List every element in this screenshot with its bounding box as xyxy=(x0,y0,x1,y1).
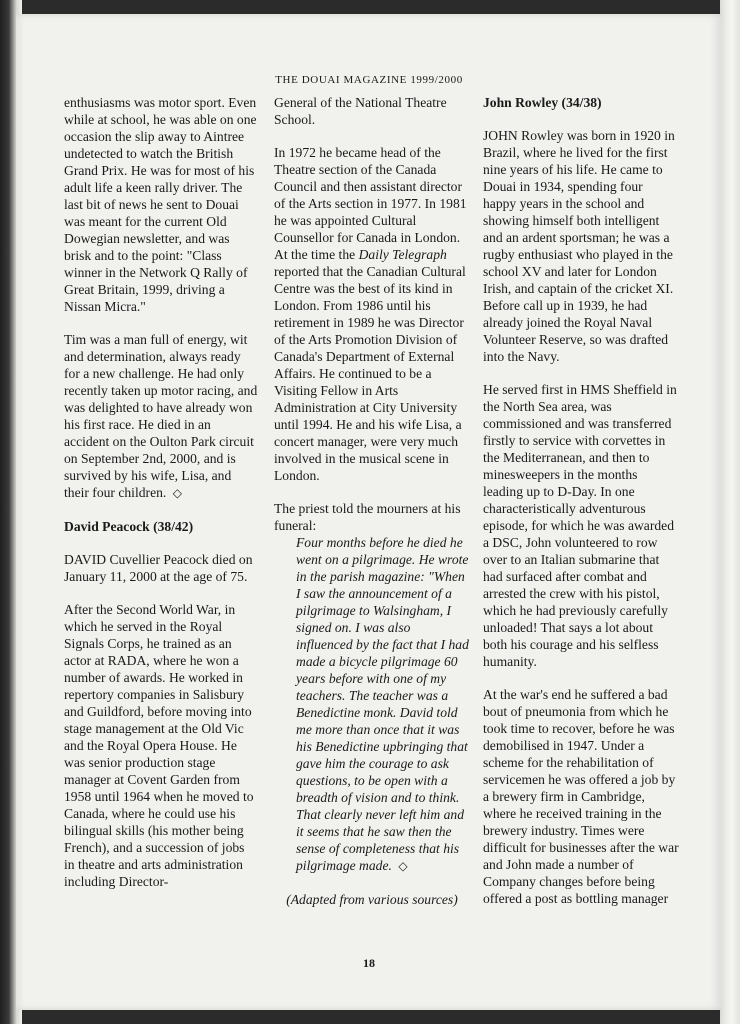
funeral-quote: Four months before he died he went on a pilgrimage. He wrote in the parish magazine: "When I saw the announcement of a pilgrimage to Walsingham, I signed on. I was also influenced by the fact that I had made a bicycle pilgrimage 60 years before with one of my teachers. The teacher was a Benedictine monk. David told me more than once that it was his Benedictine upbringing that gave him the courage to ask questions, to be open with a breadth of vision and to think. That clearly never left him and it seems that he saw then the sense of completeness that his pilgrimage made. ◇ xyxy=(296,535,469,873)
column-1 xyxy=(64,94,258,906)
book-page-edge-right xyxy=(720,0,740,1024)
obituary-peacock-paragraph-2: After the Second World War, in which he served in the Royal Signals Corps, he trained as an actor at RADA, where he won a number of awards. He worked in repertory companies in Salisbury and Guildford, before moving into stage management at the Old Vic and the Royal Opera House. He was senior production stage manager at Covent Garden from 1958 until 1964 when he moved to Canada, where he could use his bilingual skills (his mother being French), and a succession of jobs in theatre and arts administration including Director- xyxy=(64,602,254,889)
obituary-tim-paragraph-1: enthusiasms was motor sport. Even while at school, he was able on one occasion the slip away to Aintree undetected to watch the British Grand Prix. He was for most of his adult life a keen rally driver. The last bit of news he sent to Douai was meant for the current Old Dowegian newsletter, and was brisk and to the point: "Class winner in the Network Q Rally of Great Britain, 1999, driving a Nissan Micra." xyxy=(64,95,257,314)
end-of-article-diamond-icon: ◇ xyxy=(398,859,408,873)
section-heading-david-peacock: David Peacock (38/42) xyxy=(64,519,194,534)
end-of-article-diamond-icon: ◇ xyxy=(172,486,182,500)
column-2 xyxy=(274,94,470,924)
column-3 xyxy=(483,94,679,923)
source-credit: (Adapted from various sources) xyxy=(286,892,458,907)
obituary-tim-paragraph-2: Tim was a man full of energy, wit and determination, always ready for a new challenge. He had only recently taken up motor racing, and was delighted to have already won his first race. He died in an accident on the Oulton Park circuit on September 2nd, 2000, and is survived by his wife, Lisa, and their four children. ◇ xyxy=(64,332,258,500)
newspaper-title: Daily Telegraph xyxy=(358,247,447,262)
obituary-peacock-paragraph-3: General of the National Theatre School. xyxy=(274,95,447,127)
obituary-rowley-paragraph-3: At the war's end he suffered a bad bout of pneumonia from which he took time to recover, before he was demobilised in 1947. Under a scheme for the rehabilitation of servicemen he was offered a job by a brewery firm in Cambridge, where he received training in the brewery industry. Times were difficult for businesses after the war and John made a number of Company changes before being offered a post as bottling manager xyxy=(483,687,679,906)
obituary-peacock-paragraph-1: DAVID Cuvellier Peacock died on January 11, 2000 at the age of 75. xyxy=(64,552,253,584)
obituary-rowley-paragraph-1: JOHN Rowley was born in 1920 in Brazil, where he lived for the first nine years of his life. He came to Douai in 1934, spending four happy years in the school and showing himself both intelligent and an ardent sportsman; he was a rugby enthusiast who played in the school XV and later for London Irish, and captain of the cricket XI. Before call up in 1939, he had already joined the Royal Naval Volunteer Reserve, so was drafted into the Navy. xyxy=(483,128,675,364)
obituary-peacock-paragraph-4: In 1972 he became head of the Theatre section of the Canada Council and then assistant director of the Arts section in 1977. In 1981 he was appointed Cultural Counsellor for Canada in London. At the time the Daily Telegraph reported that the Canadian Cultural Centre was the best of its kind in London. From 1986 until his retirement in 1989 he was Director of the Arts Promotion Division of Canada's Department of External Affairs. He continued to be a Visiting Fellow in Arts Administration at City University until 1994. He and his wife Lisa, a concert manager, were very much involved in the musical scene in London. xyxy=(274,145,467,483)
magazine-page xyxy=(16,14,722,1010)
section-heading-john-rowley: John Rowley (34/38) xyxy=(483,95,602,110)
page-number: 18 xyxy=(363,956,375,970)
obituary-rowley-paragraph-2: He served first in HMS Sheffield in the North Sea area, was commissioned and was transferred firstly to service with corvettes in the Mediterranean, and then to minesweepers in the months leading up to D-Day. In one characteristically adventurous episode, for which he was awarded a DSC, John volunteered to row over to an Italian submarine that had surfaced after combat and arrested the crew with his pistol, which he had previously carefully unloaded! That says a lot about both his courage and his selfless humanity. xyxy=(483,382,677,669)
obituary-peacock-paragraph-5: The priest told the mourners at his funeral: xyxy=(274,501,461,533)
running-header: THE DOUAI MAGAZINE 1999/2000 xyxy=(275,74,463,86)
